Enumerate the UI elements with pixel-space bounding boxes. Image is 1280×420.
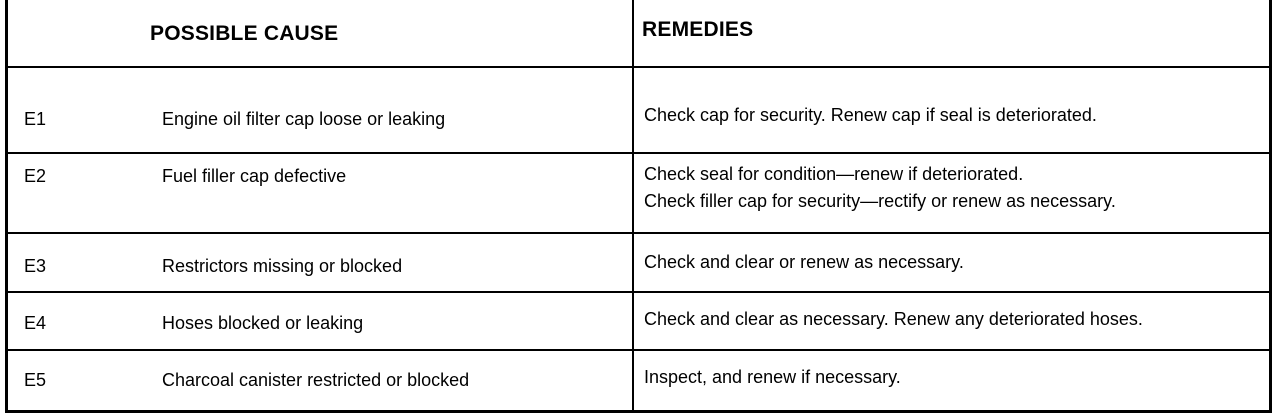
- possible-cause: Restrictors missing or blocked: [162, 256, 403, 276]
- remedy: [644, 308, 1143, 331]
- remedy: [644, 366, 901, 389]
- remedy-line: Check cap for security. Renew cap if seal is deteriorated.: [644, 105, 1097, 125]
- table-row: [8, 293, 1269, 351]
- column-header-remedies: REMEDIES: [642, 18, 754, 41]
- possible-cause: Fuel filler cap defective: [162, 166, 347, 186]
- table-row: [8, 68, 1269, 154]
- table-row: [8, 154, 1269, 234]
- remedy: [644, 104, 1097, 127]
- table-header-row: [8, 0, 1269, 68]
- remedy-line: Check seal for condition—renew if deteriorated.: [644, 164, 1024, 184]
- remedy: [644, 251, 964, 274]
- possible-cause: Charcoal canister restricted or blocked: [162, 370, 470, 390]
- fault-code: E1: [24, 109, 47, 129]
- remedy-line: Check filler cap for security—rectify or renew as necessary.: [644, 191, 1116, 211]
- remedy-line: Check and clear as necessary. Renew any deteriorated hoses.: [644, 309, 1143, 329]
- fault-code: E4: [24, 313, 47, 333]
- fault-code: E3: [24, 256, 47, 276]
- column-header-possible-cause: POSSIBLE CAUSE: [150, 22, 339, 45]
- fault-code: E2: [24, 166, 47, 186]
- possible-cause: Engine oil filter cap loose or leaking: [162, 109, 446, 129]
- possible-cause: Hoses blocked or leaking: [162, 313, 364, 333]
- fault-code: E5: [24, 370, 47, 390]
- remedy-line: Inspect, and renew if necessary.: [644, 367, 901, 387]
- table-row: [8, 234, 1269, 293]
- remedy-line: Check and clear or renew as necessary.: [644, 252, 964, 272]
- table-row: [8, 351, 1269, 410]
- remedy: [644, 163, 1116, 213]
- fault-table: [5, 0, 1272, 413]
